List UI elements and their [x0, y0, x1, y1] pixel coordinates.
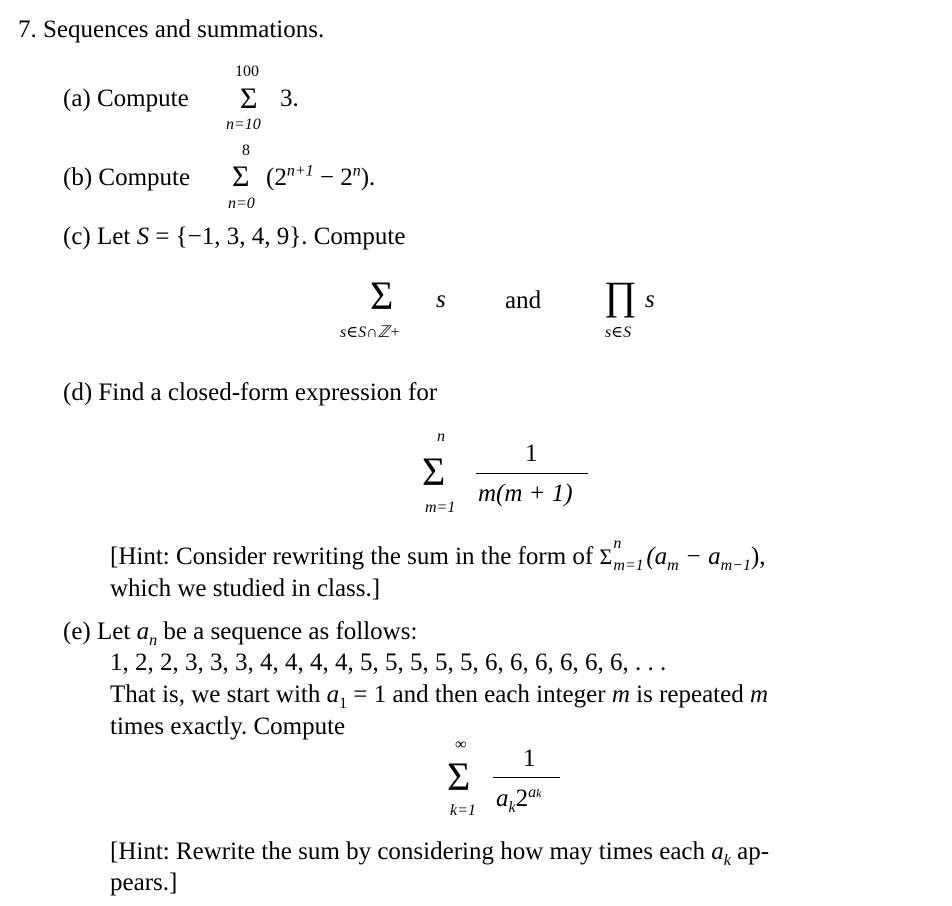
part-c-label [63, 224, 405, 249]
part-e-hint-line1 [110, 838, 770, 869]
part-e-label [63, 618, 418, 649]
part-d-hint-minus: − a [678, 543, 721, 570]
part-d-numerator: 1 [525, 440, 538, 467]
part-a-label: (a) Compute [63, 85, 189, 112]
part-a-term: 3. [280, 85, 299, 112]
part-c-var: S [136, 223, 150, 250]
part-e-line4: times exactly. Compute [110, 713, 346, 740]
part-e-hint-sub: k [723, 852, 731, 869]
part-e-hint-post: ap- [730, 838, 770, 865]
part-d-hint-sub2: m [667, 557, 679, 574]
part-e-den-sup-sub: k [536, 785, 542, 800]
part-e-den-sub: k [508, 799, 516, 816]
part-e-line3-m: m [611, 681, 630, 708]
part-e-denominator [496, 783, 542, 816]
part-e-line3-pre: That is, we start with [110, 681, 327, 708]
part-d-fraction-bar [476, 473, 588, 474]
part-c-sum-lower: s∈S∩ℤ+ [340, 324, 401, 341]
part-d-label: (d) Find a closed-form expression for [63, 379, 438, 406]
part-a-lower-limit: n=10 [226, 116, 261, 133]
problem-heading: 7. Sequences and summations. [18, 16, 325, 43]
part-e-label-post: be a sequence as follows: [157, 618, 418, 645]
part-e-lower-limit: k=1 [450, 802, 476, 819]
part-c-set: = {−1, 3, 4, 9}. Compute [149, 223, 406, 250]
part-c-product: ∏ [604, 273, 637, 318]
part-d-hint-sup: n [613, 535, 622, 552]
part-b-label: (b) Compute [63, 164, 191, 191]
part-e-den-a: a [496, 785, 509, 812]
part-e-den-sup [528, 784, 541, 801]
part-e-var: a [136, 618, 150, 645]
part-d-hint-sub3: m−1 [720, 557, 751, 574]
part-c-prod-lower: s∈S [605, 324, 632, 341]
part-d-upper-limit: n [437, 428, 445, 445]
part-e-numerator: 1 [523, 745, 536, 772]
part-b-lower-limit: n=0 [228, 195, 255, 212]
part-c-sigma: Σ [370, 273, 394, 318]
part-e-hint-line2: pears.] [110, 869, 178, 896]
part-d-hint-end: ), [750, 543, 766, 570]
part-e-sequence: 1, 2, 2, 3, 3, 3, 4, 4, 4, 4, 5, 5, 5, 5, 5, 6, 6, 6, 6, 6, 6, . . . [110, 649, 667, 676]
part-d-hint-text: [Hint: Consider rewriting the sum in the form of [110, 543, 600, 570]
part-d-hint-line1: [Hint: Consider rewriting the sum in the form of Σ n m=1 $(a_m - a_{m-1})$, [110, 535, 766, 574]
part-e-den-two: 2 [515, 785, 529, 812]
part-b-exp2: n [352, 162, 361, 180]
part-b-minus: − 2 [313, 164, 353, 191]
part-b-exp1: n+1 [286, 162, 314, 180]
part-e-fraction-bar [493, 777, 560, 778]
part-c-label-pre: (c) Let [63, 223, 137, 250]
part-b-term-open: (2 [266, 164, 287, 191]
part-a-upper-limit: 100 [235, 63, 259, 80]
part-b-term [266, 162, 376, 191]
part-d-lower-limit: m=1 [425, 499, 456, 516]
part-e-line3 [110, 681, 769, 712]
part-b-term-close: ). [360, 164, 376, 191]
part-e-line3-m2: m [749, 681, 769, 708]
part-b-sigma: Σ [232, 160, 250, 193]
part-d-sigma: Σ [422, 449, 446, 494]
part-e-line3-var: a [326, 681, 340, 708]
part-e-sigma: Σ [447, 754, 471, 799]
part-d-hint-sub: m=1 [613, 557, 644, 574]
part-e-hint-var: a [711, 838, 724, 865]
part-e-hint-pre: [Hint: Rewrite the sum by considering how may times each [110, 838, 712, 865]
part-d-denominator: m(m + 1) [478, 480, 573, 507]
part-a-sigma: Σ [240, 82, 258, 115]
part-e-line3-sub: 1 [339, 695, 348, 712]
part-c-and: and [505, 287, 542, 314]
part-c-sum-term: s [436, 286, 446, 313]
part-d-hint-term: (a [646, 543, 668, 570]
part-b-upper-limit: 8 [242, 142, 250, 159]
part-e-den-sup-a: a [528, 783, 537, 801]
part-e-label-pre: (e) Let [63, 618, 137, 645]
part-c-prod-term: s [645, 286, 655, 313]
part-e-upper-limit: ∞ [455, 736, 467, 753]
part-d-hint-line2: which we studied in class.] [110, 575, 381, 602]
part-e-var-sub: n [149, 632, 158, 649]
part-e-line3-post: = 1 and then each integer [347, 681, 612, 708]
part-e-line3-post2: is repeated [629, 681, 750, 708]
